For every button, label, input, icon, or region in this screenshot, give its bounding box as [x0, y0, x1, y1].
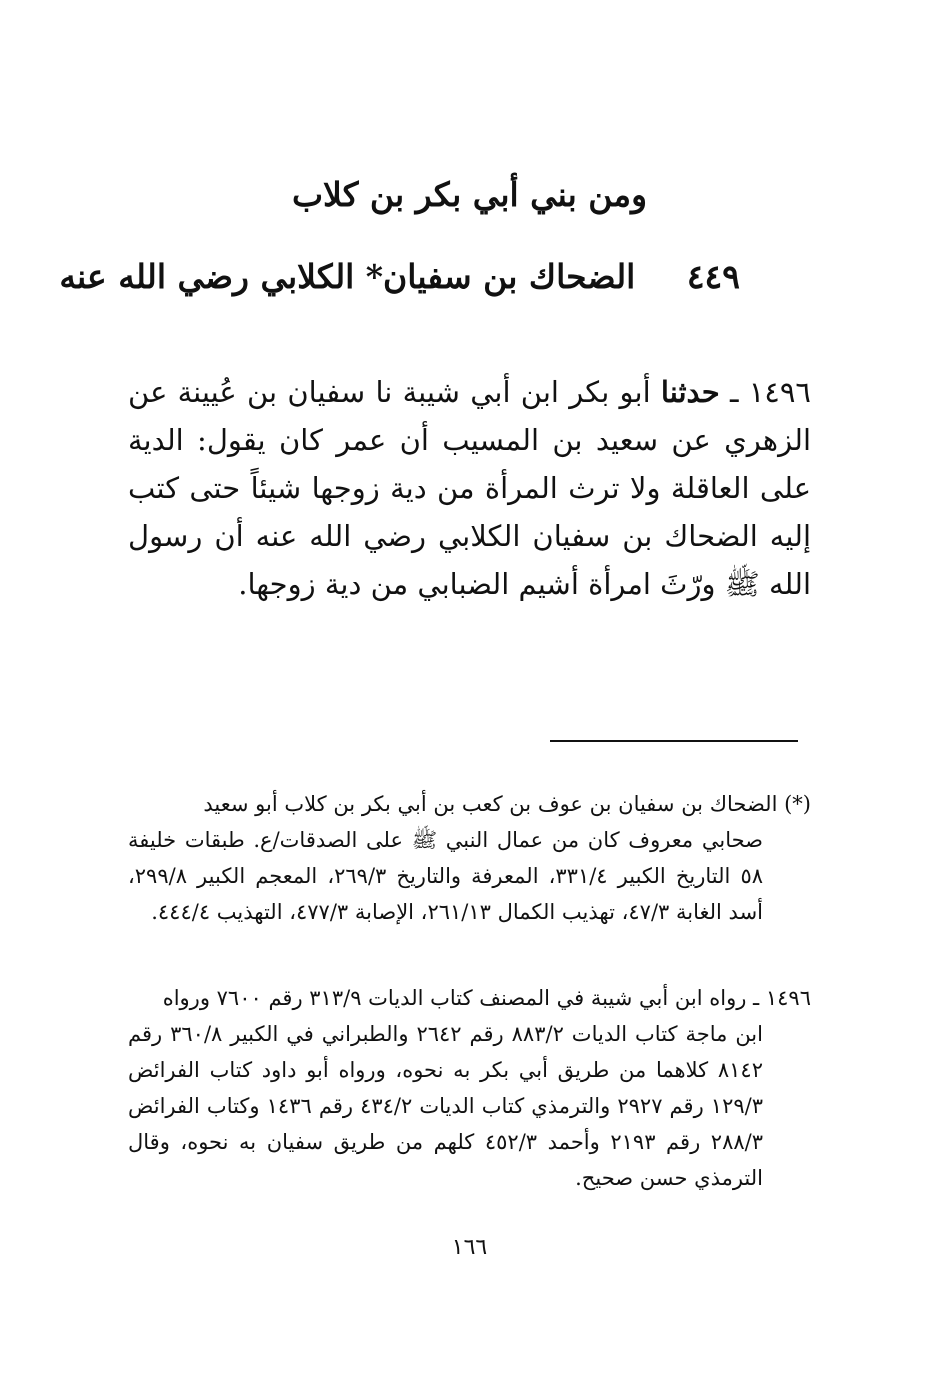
hadith-text: أبو بكر ابن أبي شيبة نا سفيان بن عُيينة عن الزهري عن سعيد بن المسيب أن عمر كان يقول: الدية على العاقلة ولا ترث المرأة من دية زوجها شيئاً حتى كتب إليه الضحاك بن سفيان الكلابي رضي الله عنه أن رسول الله ﷺ ورّثَ امرأة أشيم الضبابي من دية زوجها.	[128, 375, 811, 601]
footnote-first-line	[128, 980, 811, 1016]
footnote-takhrij	[128, 980, 811, 1196]
hadith-number: ١٤٩٦ ـ	[729, 375, 812, 409]
footnote-text: الضحاك بن سفيان بن عوف بن كعب بن أبي بكر بن كلاب أبو سعيد	[203, 792, 778, 816]
footnote-divider	[550, 740, 798, 742]
hadith-paragraph	[128, 368, 811, 608]
footnote-continuation: ابن ماجة كتاب الديات ٨٨٣/٢ رقم ٢٦٤٢ والطبراني في الكبير ٣٦٠/٨ رقم ٨١٤٢ كلاهما من طريق أبي بكر به نحوه، ورواه أبو داود كتاب الفرائض ١٢٩/٣ رقم ٢٩٢٧ والترمذي كتاب الديات ٤٣٤/٢ رقم ١٤٣٦ وكتاب الفرائض ٢٨٨/٣ رقم ٢١٩٣ وأحمد ٤٥٢/٣ كلهم من طريق سفيان به نحوه، وقال الترمذي حسن صحيح.	[128, 1022, 763, 1190]
entry-title: الضحاك بن سفيان* الكلابي رضي الله عنه	[59, 257, 636, 296]
footnote-marker: ١٤٩٦ ـ	[753, 986, 811, 1010]
page-number: ١٦٦	[451, 1235, 488, 1260]
footnote-biography	[128, 786, 811, 930]
footnote-continuation: صحابي معروف كان من عمال النبي ﷺ على الصدقات/ع. طبقات خليفة ٥٨ التاريخ الكبير ٣٣١/٤، المعرفة والتاريخ ٢٦٩/٣، المعجم الكبير ٢٩٩/٨، أسد الغابة ٤٧/٣، تهذيب الكمال ٢٦١/١٣، الإصابة ٤٧٧/٣، التهذيب ٤٤٤/٤.	[128, 828, 763, 924]
footnote-marker: (*)	[784, 792, 811, 816]
footnote-first-line	[128, 786, 811, 822]
section-heading: ومن بني أبي بكر بن كلاب	[291, 175, 648, 214]
entry-number: ٤٤٩	[686, 257, 740, 296]
entry-heading	[59, 252, 740, 302]
footnote-text: رواه ابن أبي شيبة في المصنف كتاب الديات ٣١٣/٩ رقم ٧٦٠٠ ورواه	[162, 986, 747, 1010]
hadith-lead-word: حدثنا	[660, 375, 720, 409]
